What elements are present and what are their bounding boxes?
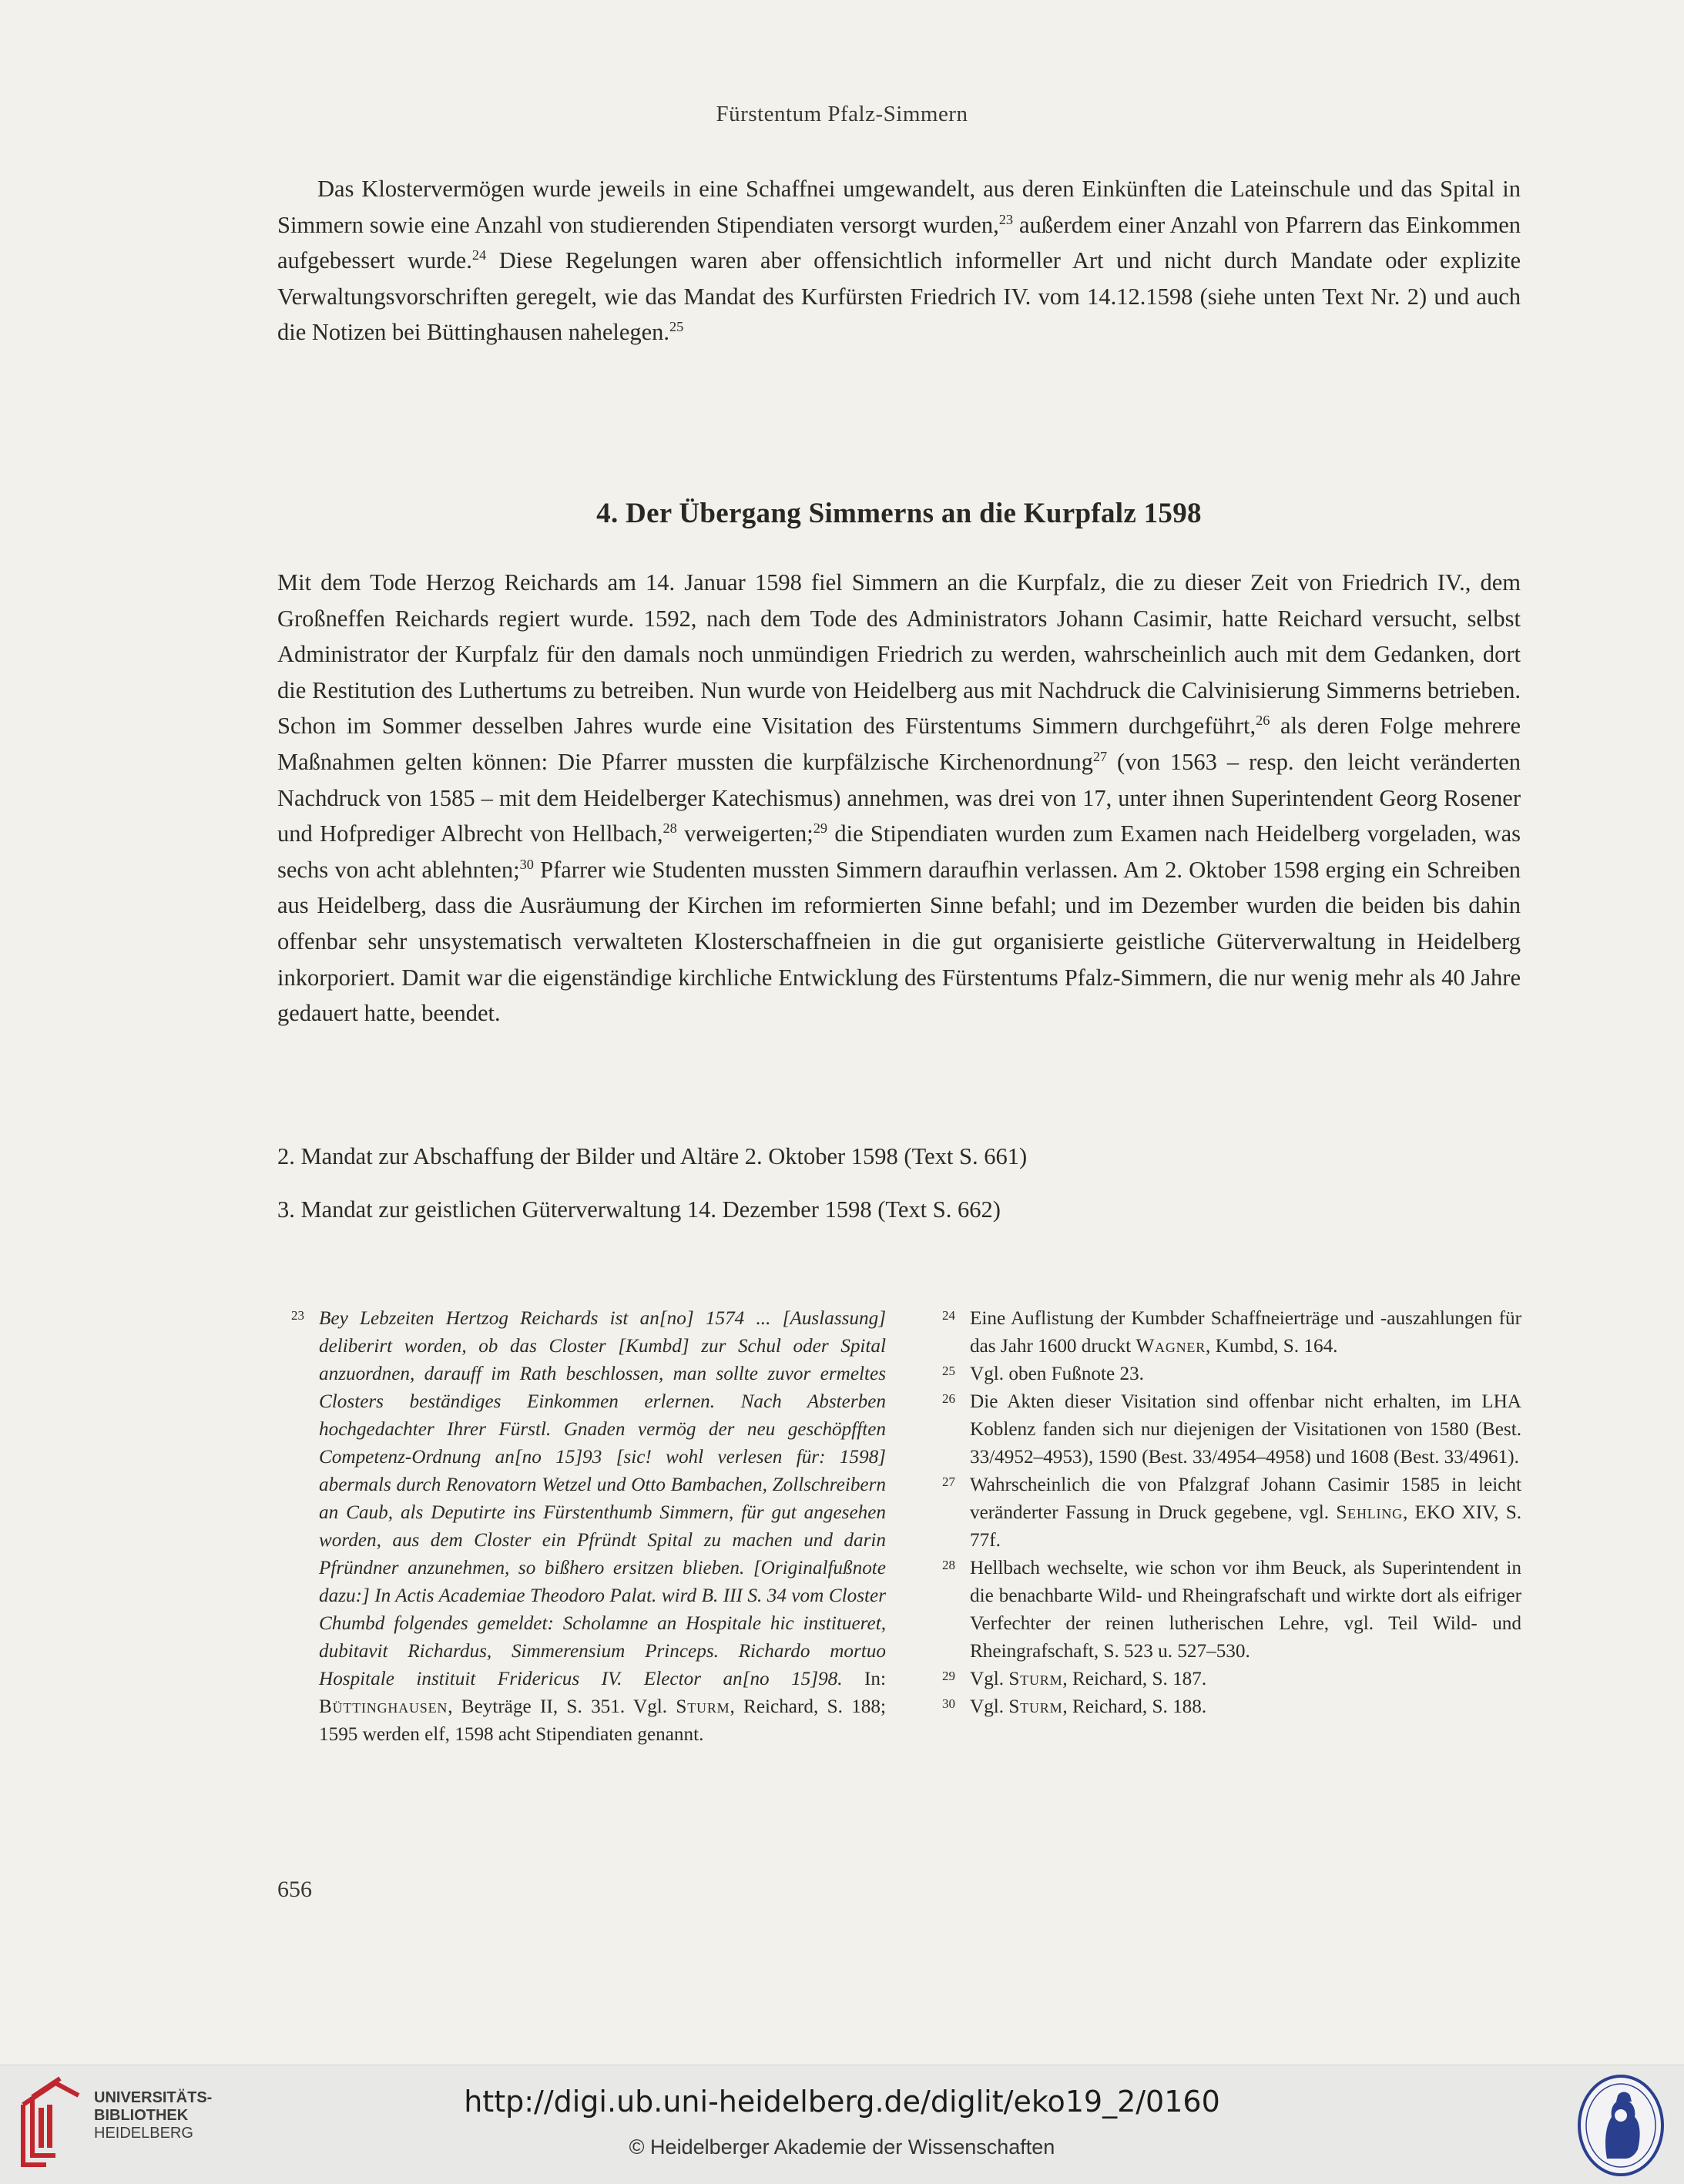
text-run: Pfarrer wie Studenten mussten Simmern daraufhin verlassen. Am 2. Oktober 1598 erging ein Schreiben aus Heidelberg, dass die Ausräumung der Kirchen im reformierten Sinne befahl; und im Dezember wurden die beiden bis dahin offenbar sehr unsystematisch verwalteten Klosterschaffneien in die gut organisierte geistliche Güterverwaltung in Heidelberg inkorporiert. Damit war die eigenständige kirchliche Entwicklung des Fürstentums Pfalz-Simmern, die nur wenig mehr als 40 Jahre gedauert hatte, beendet. [277,856,1521,1027]
permalink-url[interactable]: http://digi.ub.uni-heidelberg.de/diglit/eko19_2/0160 [464,2085,1220,2119]
text-run: , Reichard, S. 187. [1062,1669,1207,1689]
text-run: Wahrscheinlich die von Pfalzgraf Johann Casimir 1585 in leicht veränderter Fassung in Druck gegebene, vgl. [970,1474,1521,1523]
main-paragraph [277,565,1521,1032]
page-number: 656 [277,1877,312,1902]
footnotes-left-column [277,1305,886,1749]
text-run: , Kumbd, S. 164. [1206,1336,1338,1357]
footnote-reference: 29 [813,820,828,836]
running-head: Fürstentum Pfalz-Simmern [716,102,968,126]
text-run: Das Klostervermögen wurde jeweils in eine Schaffnei umgewandelt, aus deren Einkünften die Lateinschule und das Spital in Simmern sowie eine Anzahl von studierenden Stipendiaten versorgt wurden, [277,176,1521,238]
footnote-reference: 30 [519,856,534,872]
footnote-reference: 25 [669,319,684,335]
text-run: außerdem einer Anzahl von Pfarrern das Einkommen aufgebessert wurde. [277,211,1521,274]
footnote-number: 23 [291,1308,304,1323]
footnote-reference: 23 [998,211,1013,227]
text-run: als deren Folge mehrere Maßnahmen gelten können: Die Pfarrer mussten die kurpfälzische Kirchenordnung [277,713,1521,775]
footnote-reference: 27 [1092,748,1108,764]
footnotes-right-column [928,1305,1521,1721]
intro-paragraph [277,171,1521,351]
author-name: Sturm [1008,1669,1063,1689]
text-run: , Beyträge II, S. 351. Vgl. [448,1696,676,1717]
footnote-number: 28 [942,1558,955,1572]
footnote-number: 27 [942,1474,955,1489]
footnote-number: 26 [942,1391,955,1406]
text-run: Diese Regelungen waren aber offensichtlich informeller Art und nicht durch Mandate oder explizite Verwaltungsvorschriften geregelt, wie das Mandat des Kurfürsten Friedrich IV. vom 14.12.1598 (siehe unten Text Nr. 2) und auch die Notizen bei Büttinghausen nahelegen. [277,247,1521,346]
footnote [928,1471,1521,1555]
text-run: Vgl. [970,1696,1009,1717]
section-heading: 4. Der Übergang Simmerns an die Kurpfalz 1598 [596,498,1202,529]
author-name: Sturm [1008,1696,1063,1717]
footnote-reference: 26 [1256,713,1270,729]
document-list-item: 2. Mandat zur Abschaffung der Bilder und Altäre 2. Oktober 1598 (Text S. 661) [277,1143,1028,1169]
document-list [277,1139,1521,1244]
text-run: , Reichard, S. 188. [1062,1696,1207,1717]
footnote [277,1305,886,1749]
footnote-reference: 28 [663,820,677,836]
library-name-line: HEIDELBERG [94,2125,193,2142]
footnote [928,1555,1521,1666]
text-run: Die Akten dieser Visitation sind offenbar nicht erhalten, im LHA Koblenz fanden sich nur diejenigen der Visitationen von 1580 (Best. 33/4952–4953), 1590 (Best. 33/4954–4958) und 1608 (Best. 33/4961). [970,1391,1521,1468]
footnote-number: 30 [942,1696,955,1711]
author-name: Sturm [676,1696,730,1717]
text-run: die Stipendiaten wurden zum Examen nach Heidelberg vorgeladen, was sechs von acht ablehnten; [277,820,1521,883]
footnote-number: 29 [942,1669,955,1683]
text-run: (von 1563 – resp. den leicht veränderten Nachdruck von 1585 – mit dem Heidelberger Katechismus) annehmen, was drei von 17, unter ihnen Superintendent Georg Rosener und Hofprediger Albrecht von Hellbach, [277,748,1521,847]
text-run: Vgl. [970,1669,1009,1689]
footnote [928,1388,1521,1471]
author-name: Wagner [1136,1336,1206,1357]
text-run: In: [842,1669,886,1689]
text-run: , Reichard, S. 188; 1595 werden elf, 1598 acht Stipendiaten genannt. [319,1696,886,1745]
footnote [928,1693,1521,1721]
text-run: Vgl. oben Fußnote 23. [970,1364,1144,1384]
copyright-notice: © Heidelberger Akademie der Wissenschaften [629,2135,1055,2159]
quoted-source-text: Bey Lebzeiten Hertzog Reichards ist an[no] 1574 ... [Auslassung] deliberirt worden, ob das Closter [Kumbd] zur Schul oder Spital anzuordnen, darauff im Rath beschlossen, man sollte zuvor ermeltes Closters beständiges Einkommen erlernen. Nach Absterben hochgedachter Ihrer Fürstl. Gnaden vermög der neu geschöpfften Competenz-Ordnung an[no 15]93 [sic! wohl verlesen für: 1598] abermals durch Renovatorn Wetzel und Otto Bambachen, Zollschreibern an Caub, als Deputirte ins Fürstenthumb Simmern, für gut angesehen worden, aus dem Closter ein Pfründt Spital zu machen und darin Pfründner anzunehmen, so bißhero ersitzen blieben. [Originalfußnote dazu:] In Actis Academiae Theodoro Palat. wird B. III S. 34 vom Closter Chumbd folgendes gemeldet: Scholamne an Hospitale hic institueret, dubitavit Richardus, Simmerensium Princeps. Richardo mortuo Hospitale instituit Fridericus IV. Elector an[no 15]98. [319,1308,886,1689]
author-name: Sehling [1336,1502,1403,1523]
footnote [928,1305,1521,1360]
intro-text [277,171,1521,351]
text-run: Mit dem Tode Herzog Reichards am 14. Januar 1598 fiel Simmern an die Kurpfalz, die zu dieser Zeit von Friedrich IV., dem Großneffen Reichards regiert wurde. 1592, nach dem Tode des Administrators Johann Casimir, hatte Reichard versucht, selbst Administrator der Kurpfalz für den damals noch unmündigen Friedrich zu werden, wahrscheinlich auch mit dem Gedanken, dort die Restitution des Luthertums zu betreiben. Nun wurde von Heidelberg aus mit Nachdruck die Calvinisierung Simmerns betrieben. Schon im Sommer desselben Jahres wurde eine Visitation des Fürstentums Simmern durchgeführt, [277,569,1521,740]
document-list-item: 3. Mandat zur geistlichen Güterverwaltung 14. Dezember 1598 (Text S. 662) [277,1196,1001,1223]
author-name: Büttinghausen [319,1696,448,1717]
footnote [928,1666,1521,1693]
footnote [928,1360,1521,1388]
university-seal-icon [1576,2072,1666,2179]
footnote-reference: 24 [471,247,487,263]
text-run: Hellbach wechselte, wie schon vor ihm Beuck, als Superintendent in die benachbarte Wild- und Rheingrafschaft und wirkte dort als eifriger Verfechter der reinen lutherischen Lehre, vgl. Teil Wild- und Rheingrafschaft, S. 523 u. 527–530. [970,1558,1521,1662]
text-run: Eine Auflistung der Kumbder Schaffneierträge und -auszahlungen für das Jahr 1600 druckt [970,1308,1521,1357]
library-name-line: BIBLIOTHEK [94,2107,189,2124]
footnote-number: 25 [942,1364,955,1378]
text-run: verweigerten; [676,820,813,847]
footnote-number: 24 [942,1308,955,1323]
footer-bar [0,2065,1684,2184]
text-run: , EKO XIV, S. 77f. [970,1502,1521,1551]
library-name-line: UNIVERSITÄTS- [94,2089,213,2106]
main-text [277,565,1521,1032]
